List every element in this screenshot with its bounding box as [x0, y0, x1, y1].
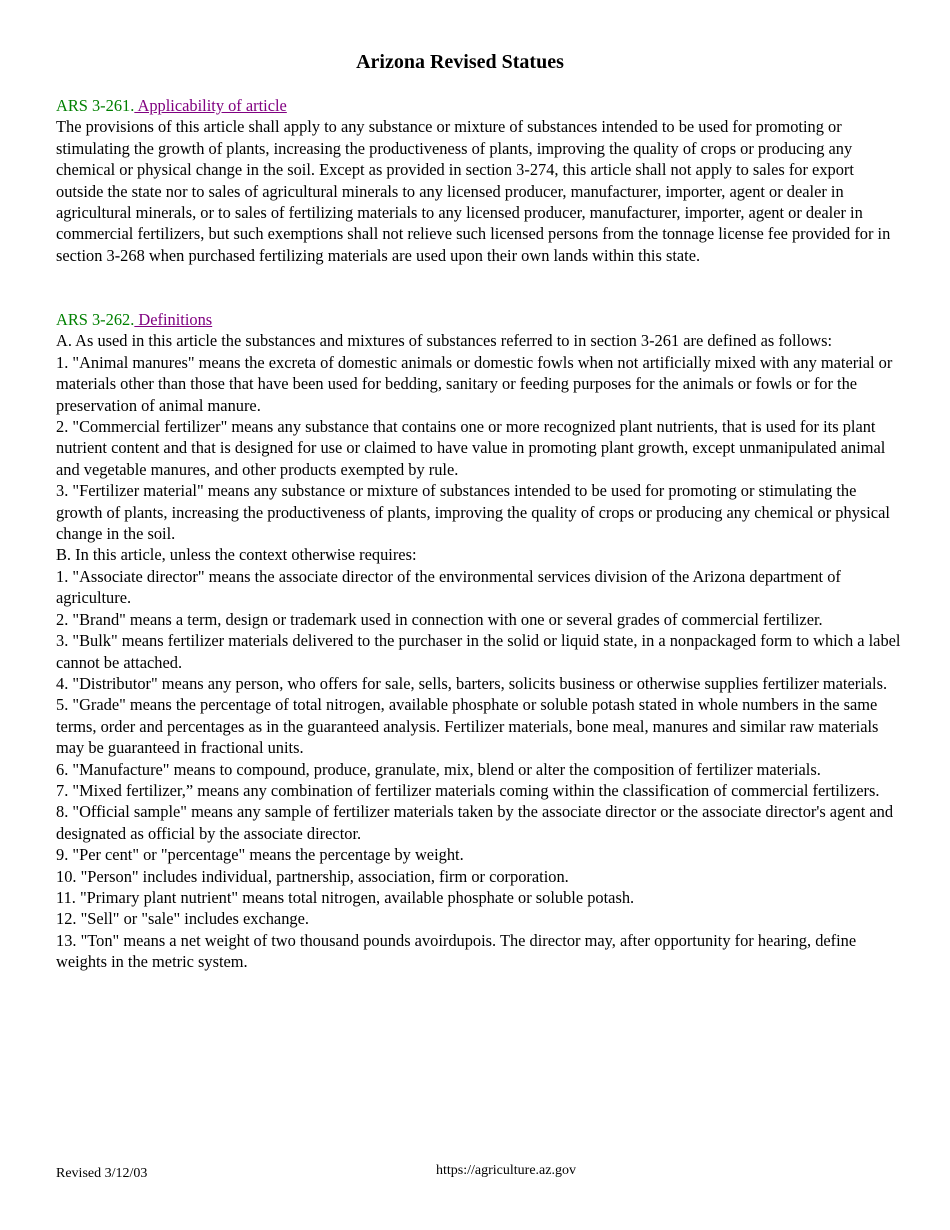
- section-paragraph: The provisions of this article shall apply to any substance or mixture of substances intended to be used for promoting or stimulating the growth of plants, increasing the productiveness of plants, improving the quality of crops or producing any chemical or physical change in the soil. Except as provided in section 3-274, this article shall not apply to sales for export outside the state nor to sales of agricultural minerals to any licensed producer, manufacturer, importer, agent or dealer in agricultural minerals, or to sales of fertilizing materials to any licensed producer, manufacturer, importer, agent or dealer in commercial fertilizers, but such exemptions shall not relieve such licensed persons from the tonnage license fee provided for in section 3-268 when purchased fertilizing materials are used upon their own lands within this state.: [56, 117, 891, 265]
- definition-animal-manures: 1. "Animal manures" means the excreta of domestic animals or domestic fowls when not artificially mixed with any material or materials other than those that have been used for bedding, sanitary or feeding purposes for the animals or fowls or for the preservation of animal manure.: [56, 352, 893, 415]
- section-number: ARS 3-261.: [56, 96, 135, 115]
- definition-primary-plant-nutrient: 11. "Primary plant nutrient" means total nitrogen, available phosphate or soluble potash.: [56, 887, 635, 907]
- section-heading: [56, 309, 901, 330]
- definition-official-sample: 8. "Official sample" means any sample of fertilizer materials taken by the associate director or the associate director's agent and designated as official by the associate director.: [56, 802, 894, 843]
- definition-mixed-fertilizer: 7. "Mixed fertilizer,” means any combination of fertilizer materials coming within the classification of commercial fertilizers.: [56, 780, 880, 800]
- definition-b-intro: B. In this article, unless the context otherwise requires:: [56, 545, 417, 565]
- definition-person: 10. "Person" includes individual, partnership, association, firm or corporation.: [56, 866, 569, 886]
- section-number: ARS 3-262.: [56, 310, 135, 329]
- definition-per-cent: 9. "Per cent" or "percentage" means the percentage by weight.: [56, 845, 464, 865]
- section-3-261: [56, 95, 901, 266]
- definition-grade: 5. "Grade" means the percentage of total nitrogen, available phosphate or soluble potash stated in whole numbers in the same terms, order and percentages as in the guaranteed analysis. Fertilizer materials, bone meal, manures and similar raw materials may be guaranteed in fractional units.: [56, 695, 879, 758]
- definition-bulk: 3. "Bulk" means fertilizer materials delivered to the purchaser in the solid or liquid state, in a nonpackaged form to which a label cannot be attached.: [56, 631, 901, 672]
- footer-url: https://agriculture.az.gov: [436, 1163, 576, 1178]
- definition-brand: 2. "Brand" means a term, design or trademark used in connection with one or several grades of commercial fertilizer.: [56, 609, 823, 629]
- definition-distributor: 4. "Distributor" means any person, who offers for sale, sells, barters, solicits business or otherwise supplies fertilizer materials.: [56, 673, 888, 693]
- section-title-link[interactable]: Definitions: [134, 310, 213, 329]
- definition-associate-director: 1. "Associate director" means the associate director of the environmental services division of the Arizona department of agriculture.: [56, 566, 841, 608]
- definition-commercial-fertilizer: 2. "Commercial fertilizer" means any substance that contains one or more recognized plant nutrients, that is used for its plant nutrient content and that is designed for use or claimed to have value in promoting plant growth, except unmanipulated animal and vegetable manures, and other products exempted by rule.: [56, 417, 886, 479]
- section-heading: [56, 95, 901, 116]
- definition-manufacture: 6. "Manufacture" means to compound, produce, granulate, mix, blend or alter the composition of fertilizer materials.: [56, 759, 821, 779]
- section-3-262: [56, 309, 901, 973]
- definition-fertilizer-material: 3. "Fertilizer material" means any substance or mixture of substances intended to be used for promoting or stimulating the growth of plants, increasing the productiveness of plants, improving the quality of crops or producing any chemical or physical change in the soil.: [56, 481, 890, 544]
- definition-ton: 13. "Ton" means a net weight of two thousand pounds avoirdupois. The director may, after opportunity for hearing, define weights in the metric system.: [56, 930, 857, 972]
- page-title: Arizona Revised Statues: [356, 51, 564, 73]
- footer-revised-date: Revised 3/12/03: [56, 1166, 148, 1181]
- section-title-link[interactable]: Applicability of article: [134, 96, 287, 115]
- definition-sell: 12. "Sell" or "sale" includes exchange.: [56, 909, 309, 929]
- definition-a-intro: A. As used in this article the substances and mixtures of substances referred to in section 3-261 are defined as follows:: [56, 331, 833, 351]
